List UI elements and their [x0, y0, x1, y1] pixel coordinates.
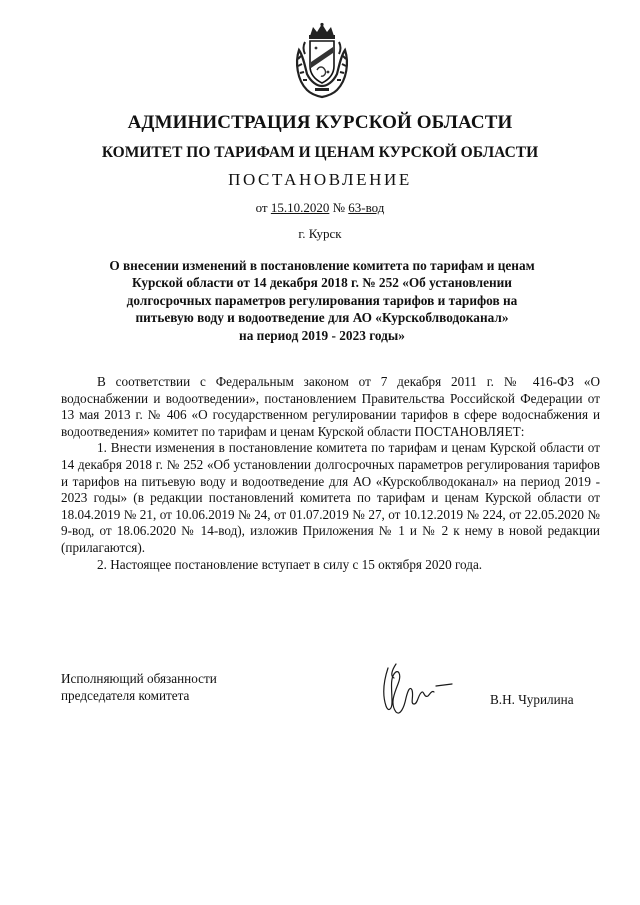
date-number-line: [0, 200, 640, 216]
signatory-name: В.Н. Чурилина: [490, 692, 574, 707]
signatory-position: [61, 670, 217, 704]
position-line: председателя комитета: [61, 688, 190, 703]
number-prefix: №: [332, 200, 346, 215]
item-1-paragraph: 1. Внести изменения в постановление комитета по тарифам и ценам Курской области от 14 декабря 2018 г. № 252 «Об установлении долгосрочных параметров регулирования тарифов и тарифов на питьевую воду и водоотведение для АО «Курскоблводоканал» на период 2019 - 2023 годы» (в редакции постановлений комитета по тарифам и ценам Курской области от 18.04.2019 № 21, от 10.06.2019 № 24, от 01.07.2019 № 27, от 10.12.2019 № 224, от 22.05.2020 № 9-вод, от 18.06.2020 № 14-вод), изложив Приложения № 1 и № 2 к нему в новой редакции (прилагаются).: [61, 440, 600, 555]
subject-line: на период 2019 - 2023 годы»: [239, 327, 405, 343]
coat-of-arms-icon: [293, 22, 351, 100]
item-2-paragraph: 2. Настоящее постановление вступает в силу с 15 октября 2020 года.: [97, 556, 483, 572]
preamble-paragraph: В соответствии с Федеральным законом от 7 декабря 2011 г. № 416-ФЗ «О водоснабжении и водоотведении», постановлением Правительства Российской Федерации от 13 мая 2013 г. № 406 «О государственном регулировании тарифов в сфере водоснабжения и водоотведения» комитет по тарифам и ценам Курской области ПОСТАНОВЛЯЕТ:: [61, 374, 600, 439]
organization-title: АДМИНИСТРАЦИЯ КУРСКОЙ ОБЛАСТИ: [127, 112, 513, 133]
document-subject: [80, 257, 564, 344]
subject-line: долгосрочных параметров регулирования тарифов и тарифов на: [126, 292, 518, 308]
document-number: 63-вод: [348, 200, 385, 215]
handwritten-signature-icon: [376, 660, 456, 722]
position-line: Исполняющий обязанности: [61, 671, 217, 686]
subject-line: Курской области от 14 декабря 2018 г. № 252 «Об установлении: [132, 275, 512, 291]
document-date: 15.10.2020: [270, 200, 330, 215]
document-type: ПОСТАНОВЛЕНИЕ: [228, 170, 412, 189]
date-prefix: от: [255, 200, 268, 215]
subject-line: О внесении изменений в постановление комитета по тарифам и ценам: [109, 258, 535, 273]
committee-title: КОМИТЕТ ПО ТАРИФАМ И ЦЕНАМ КУРСКОЙ ОБЛАСТИ: [101, 144, 539, 161]
subject-line: питьевую воду и водоотведение для АО «Курскоблводоканал»: [135, 310, 509, 326]
city: г. Курск: [298, 226, 342, 241]
document-body: [61, 374, 600, 573]
